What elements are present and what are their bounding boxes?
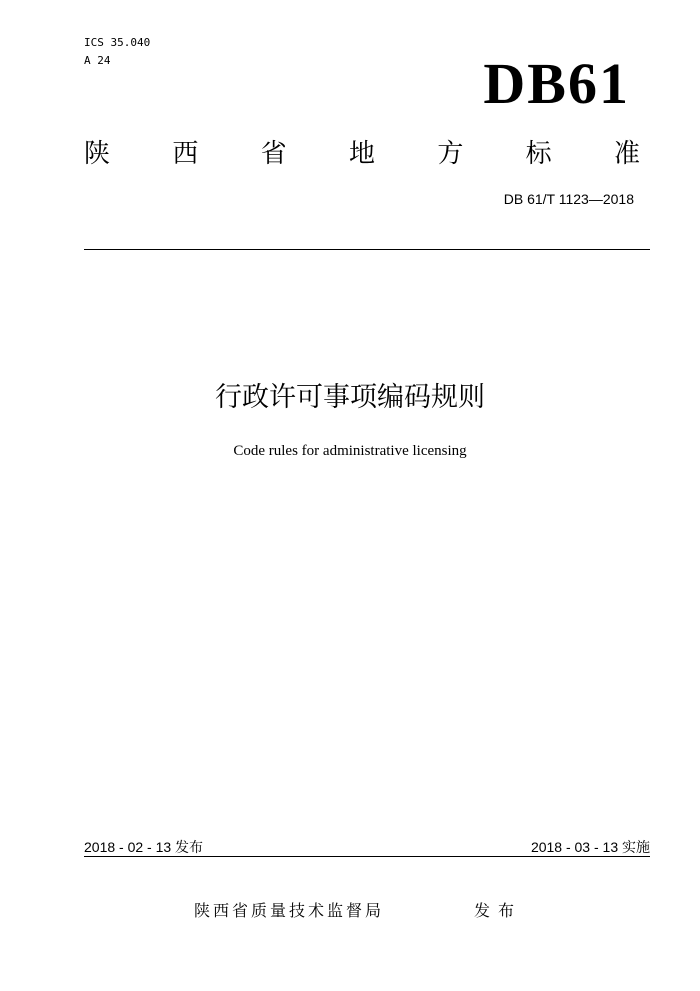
standard-type xyxy=(84,138,640,170)
standard-type-char: 陕 xyxy=(84,139,111,169)
standard-type-char: 标 xyxy=(525,139,552,169)
publish-label: 发布 xyxy=(474,901,523,920)
header-divider xyxy=(84,249,650,250)
standard-number: DB 61/T 1123—2018 xyxy=(503,191,634,207)
standard-type-char: 准 xyxy=(613,139,640,169)
publisher-name: 陕西省质量技术监督局 xyxy=(194,901,385,920)
document-title-cn: 行政许可事项编码规则 xyxy=(215,382,485,413)
classification-code: A 24 xyxy=(84,54,111,67)
issue-date: 2018 - 02 - 13 发布 xyxy=(84,839,204,855)
implementation-date: 2018 - 03 - 13 实施 xyxy=(530,839,650,855)
footer-divider xyxy=(84,856,650,857)
document-title-en: Code rules for administrative licensing xyxy=(233,443,467,459)
ics-code: ICS 35.040 xyxy=(84,36,151,49)
standard-type-char: 西 xyxy=(172,139,199,169)
standard-type-char: 省 xyxy=(260,139,287,169)
db-logo: DB61 xyxy=(483,51,630,116)
standard-type-char: 地 xyxy=(348,139,375,169)
standard-type-char: 方 xyxy=(437,139,464,169)
